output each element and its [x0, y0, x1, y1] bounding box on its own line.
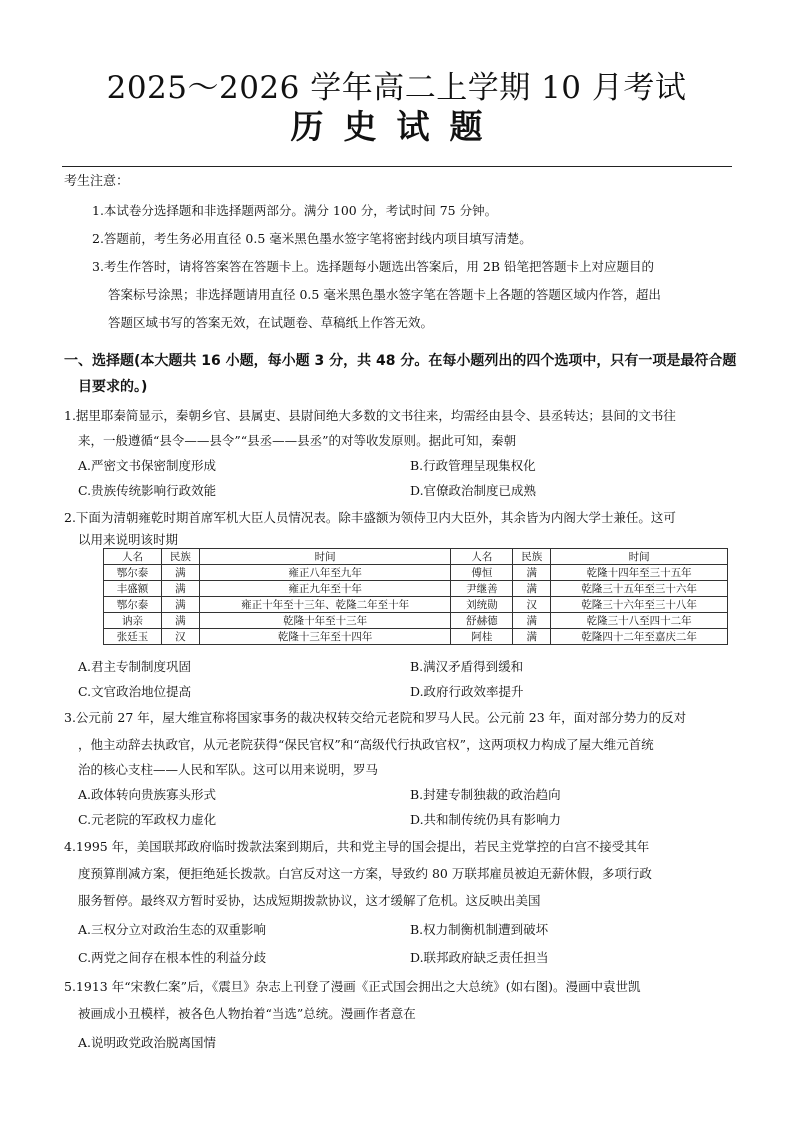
- table-cell: 乾隆十四年至三十五年: [551, 565, 728, 581]
- exam-title: 2025～2026 学年高二上学期 10 月考试: [106, 70, 687, 106]
- table-row: [104, 597, 728, 613]
- table-cell: 满: [161, 581, 199, 597]
- table-cell: 汉: [513, 597, 551, 613]
- table-cell: 满: [161, 565, 199, 581]
- table-cell: 阿桂: [451, 629, 513, 645]
- q4-option-d: D.联邦政府缺乏责任担当: [410, 950, 549, 965]
- table-cell: 舒赫德: [451, 613, 513, 629]
- table-cell: 雍正九年至十年: [199, 581, 451, 597]
- table-cell: 乾隆三十六年至三十八年: [551, 597, 728, 613]
- table-cell: 雍正八年至九年: [199, 565, 451, 581]
- table-cell: 乾隆四十二年至嘉庆二年: [551, 629, 728, 645]
- q1-option-b: B.行政管理呈现集权化: [410, 458, 536, 473]
- table-header: 民族: [513, 549, 551, 565]
- q4-option-b: B.权力制衡机制遭到破坏: [410, 922, 549, 937]
- table-header: 人名: [104, 549, 162, 565]
- q4-option-a: A.三权分立对政治生态的双重影响: [78, 922, 267, 937]
- table-cell: 满: [161, 613, 199, 629]
- q3-option-c: C.元老院的军政权力虚化: [78, 812, 217, 827]
- q5-option-a: A.说明政党政治脱离国情: [78, 1035, 217, 1050]
- table-cell: 满: [513, 581, 551, 597]
- table-row: [104, 613, 728, 629]
- q2-option-b: B.满汉矛盾得到缓和: [410, 659, 524, 674]
- q2-option-c: C.文官政治地位提高: [78, 684, 192, 699]
- question-3-line-3: 治的核心支柱——人民和军队。这可以用来说明，罗马: [78, 762, 379, 777]
- question-4-line-2: 度预算削减方案，便拒绝延长拨款。白宫反对这一方案，导致约 80 万联邦雇员被迫无薪休假，多项行政: [78, 866, 652, 881]
- question-4-line-1: 4.1995 年，美国联邦政府临时拨款法案到期后，共和党主导的国会提出，若民主党掌控的白宫不接受其年: [64, 839, 650, 854]
- notice-item-3-cont-2: 答题区域书写的答案无效，在试题卷、草稿纸上作答无效。: [108, 315, 434, 330]
- table-cell: 满: [161, 597, 199, 613]
- table-row: [104, 629, 728, 645]
- question-5-line-2: 被画成小丑模样，被各色人物抬着“当选”总统。漫画作者意在: [78, 1006, 416, 1021]
- notice-item-3-cont-1: 答案标号涂黑；非选择题请用直径 0.5 毫米黑色墨水签字笔在答题卡上各题的答题区域内作答，超出: [108, 287, 661, 302]
- notice-heading: 考生注意：: [64, 174, 130, 189]
- q3-option-d: D.共和制传统仍具有影响力: [410, 812, 562, 827]
- table-header: 时间: [199, 549, 451, 565]
- notice-item-2: 2.答题前，考生务必用直径 0.5 毫米黑色墨水签字笔将密封线内项目填写清楚。: [92, 231, 532, 246]
- question-4-line-3: 服务暂停。最终双方暂时妥协，达成短期拨款协议，这才缓解了危机。这反映出美国: [78, 893, 541, 908]
- subject-title: 历史试题: [290, 107, 503, 146]
- grand-councillor-table: [103, 548, 728, 645]
- section-heading: 一、选择题(本大题共 16 小题，每小题 3 分，共 48 分。在每小题列出的四个选项中，只有一项是最符合题: [64, 353, 737, 369]
- notice-item-3: 3.考生作答时，请将答案答在答题卡上。选择题每小题选出答案后，用 2B 铅笔把答题卡上对应题目的: [92, 259, 655, 274]
- table-cell: 讷亲: [104, 613, 162, 629]
- question-1-line-2: 来，一般遵循“县令——县令”“县丞——县丞”的对等收发原则。据此可知，秦朝: [78, 433, 517, 448]
- q4-option-c: C.两党之间存在根本性的利益分歧: [78, 950, 267, 965]
- q2-option-a: A.君主专制制度巩固: [78, 659, 192, 674]
- question-3-line-1: 3.公元前 27 年，屋大维宣称将国家事务的裁决权转交给元老院和罗马人民。公元前 23 年，面对部分势力的反对: [64, 710, 687, 725]
- table-cell: 乾隆三十五年至三十六年: [551, 581, 728, 597]
- table-cell: 乾隆三十八至四十二年: [551, 613, 728, 629]
- table-cell: 张廷玉: [104, 629, 162, 645]
- table-cell: 丰盛额: [104, 581, 162, 597]
- header-divider: [62, 166, 732, 167]
- question-1-line-1: 1.据里耶秦简显示，秦朝乡官、县属吏、县尉间绝大多数的文书往来，均需经由县令、县丞转达；县间的文书往: [64, 408, 676, 423]
- table-header: 时间: [551, 549, 728, 565]
- table-cell: 乾隆十年至十三年: [199, 613, 451, 629]
- section-heading-cont: 目要求的。): [78, 379, 148, 395]
- table-row: [104, 565, 728, 581]
- table-cell: 鄂尔泰: [104, 565, 162, 581]
- question-5-line-1: 5.1913 年“宋教仁案”后，《震旦》杂志上刊登了漫画《正式国会拥出之大总统》(如右图)。漫画中袁世凯: [64, 979, 641, 994]
- table-header-row: [104, 549, 728, 565]
- table-cell: 傅恒: [451, 565, 513, 581]
- question-2-line-2: 以用来说明该时期: [78, 532, 179, 547]
- table-row: [104, 581, 728, 597]
- table-cell: 汉: [161, 629, 199, 645]
- q1-option-c: C.贵族传统影响行政效能: [78, 483, 217, 498]
- q3-option-b: B.封建专制独裁的政治趋向: [410, 787, 561, 802]
- table-header: 民族: [161, 549, 199, 565]
- q3-option-a: A.政体转向贵族寡头形式: [78, 787, 217, 802]
- table-cell: 满: [513, 629, 551, 645]
- table-cell: 满: [513, 613, 551, 629]
- table-cell: 雍正十年至十三年、乾隆二年至十年: [199, 597, 451, 613]
- notice-item-1: 1.本试卷分选择题和非选择题两部分。满分 100 分，考试时间 75 分钟。: [92, 203, 498, 218]
- q2-option-d: D.政府行政效率提升: [410, 684, 524, 699]
- question-2-line-1: 2.下面为清朝雍乾时期首席军机大臣人员情况表。除丰盛额为领侍卫内大臣外，其余皆为内阁大学士兼任。这可: [64, 510, 676, 525]
- table-cell: 尹继善: [451, 581, 513, 597]
- q1-option-d: D.官僚政治制度已成熟: [410, 483, 537, 498]
- question-3-line-2: ，他主动辞去执政官，从元老院获得“保民官权”和“高级代行执政官权”，这两项权力构成了屋大维元首统: [78, 737, 654, 752]
- table-cell: 满: [513, 565, 551, 581]
- q1-option-a: A.严密文书保密制度形成: [78, 458, 217, 473]
- table-header: 人名: [451, 549, 513, 565]
- table-cell: 鄂尔泰: [104, 597, 162, 613]
- table-cell: 乾隆十三年至十四年: [199, 629, 451, 645]
- table-cell: 刘统勋: [451, 597, 513, 613]
